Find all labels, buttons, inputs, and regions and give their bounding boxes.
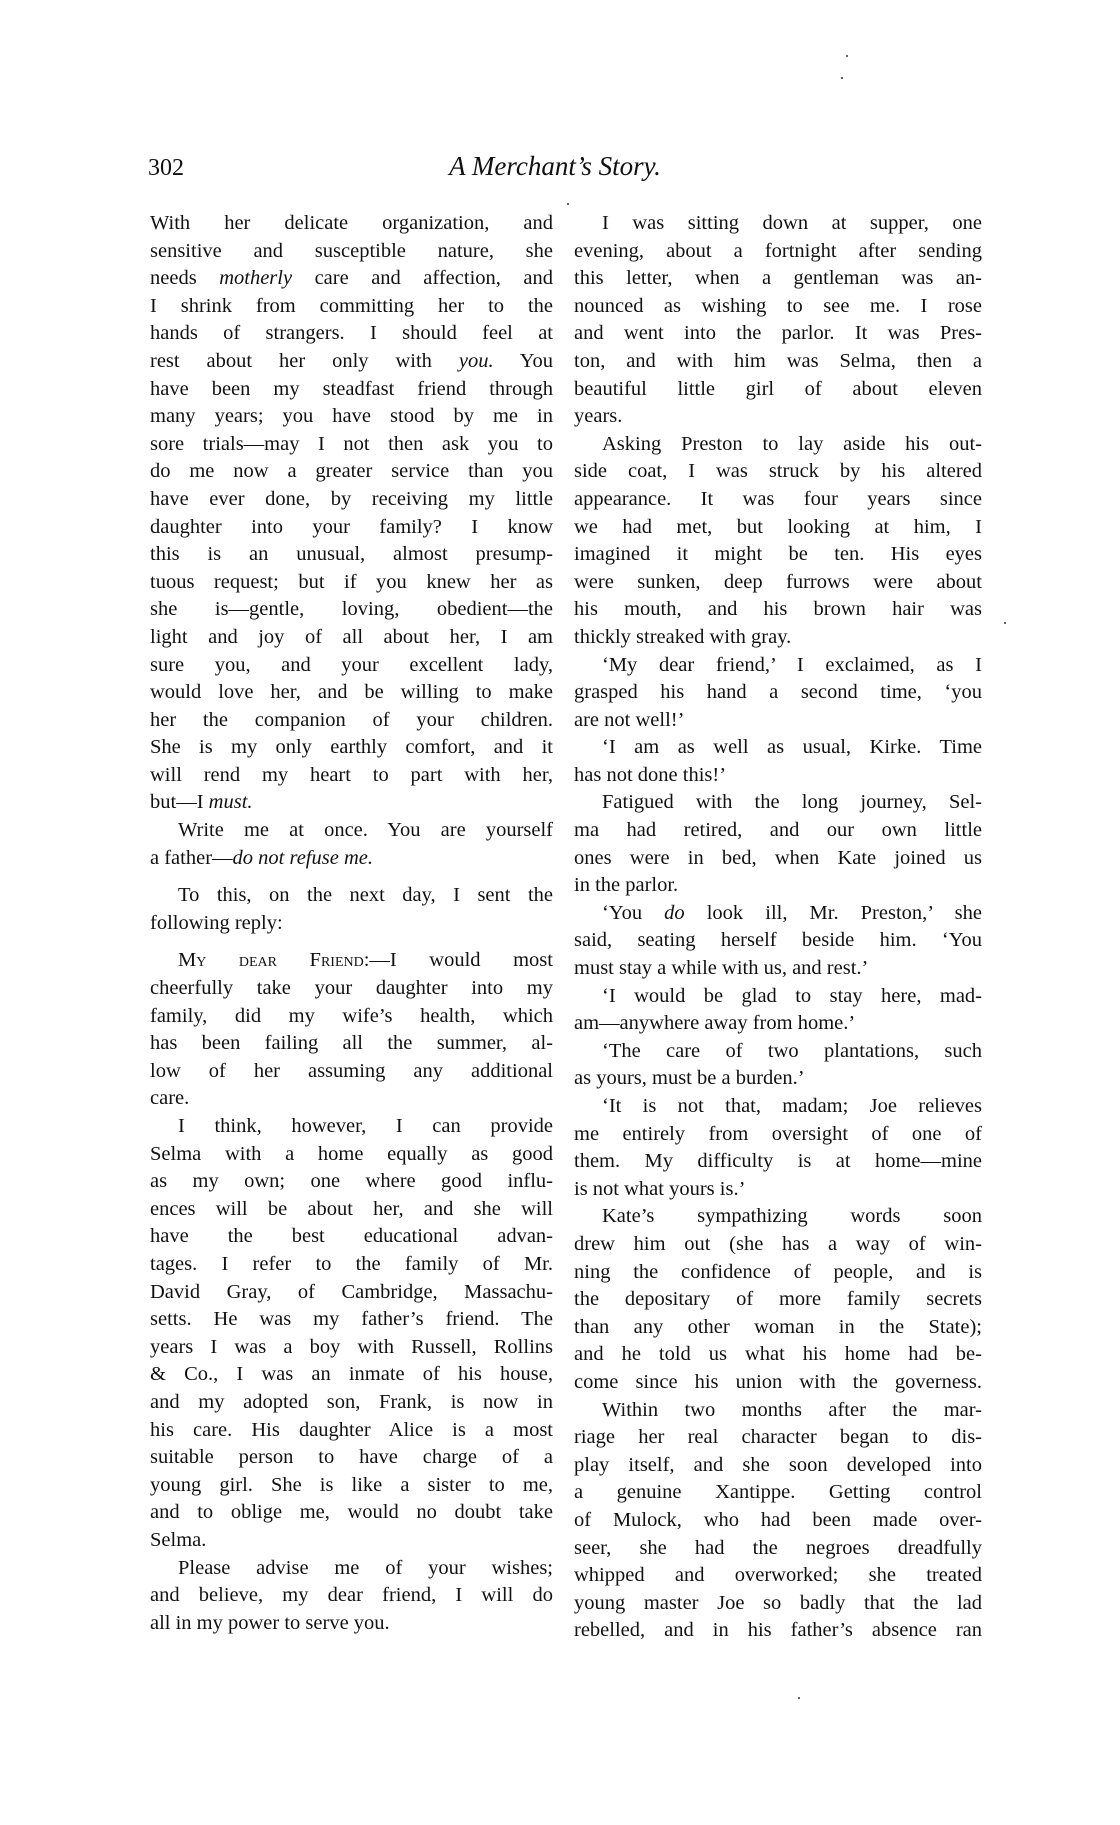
text-line: ‘It is not that, madam; Joe relieves (602, 1095, 982, 1117)
text-line: daughter into your family? I know (150, 515, 553, 538)
text-line: sensitive and susceptible nature, she (150, 239, 553, 262)
text-line: following reply: (150, 911, 283, 934)
text-line: a genuine Xantippe. Getting control (574, 1481, 982, 1504)
text-line (150, 789, 553, 817)
text-line: this is an unusual, almost presump- (150, 543, 553, 566)
text-line: of Mulock, who had been made over- (574, 1508, 982, 1531)
text-line: ‘My dear friend,’ I exclaimed, as I (602, 653, 982, 676)
text-line: riage her real character began to dis- (574, 1426, 982, 1449)
text-line: all in my power to serve you. (150, 1611, 390, 1634)
text-line: To this, on the next day, I sent the (178, 884, 553, 907)
text-line: have been my steadfast friend through (150, 377, 553, 400)
text-line: ‘I am as well as usual, Kirke. Time (602, 736, 982, 759)
text-run: look ill, Mr. Preston,’ she (684, 901, 982, 924)
italic-text: must. (208, 791, 253, 814)
text-line: said, seating herself beside him. ‘You (574, 929, 982, 952)
text-line: ton, and with him was Selma, then a (574, 349, 982, 372)
text-run: care and affection, and (292, 267, 553, 290)
text-line: than any other woman in the State); (574, 1315, 982, 1338)
text-line: evening, about a fortnight after sending (574, 239, 982, 262)
text-line: appearance. It was four years since (574, 487, 982, 510)
text-line: have ever done, by receiving my little (150, 487, 553, 510)
text-line: must stay a while with us, and rest.’ (574, 957, 869, 980)
text-line: has not done this!’ (574, 763, 727, 786)
text-line: young master Joe so badly that the lad (574, 1591, 982, 1614)
text-line: Fatigued with the long journey, Sel- (602, 791, 982, 814)
text-line: I was sitting down at supper, one (602, 212, 982, 234)
text-line: Selma. (150, 1528, 207, 1551)
text-line: setts. He was my father’s friend. The (150, 1308, 553, 1331)
text-line: sore trials—may I not then ask you to (150, 432, 553, 455)
text-line: low of her assuming any additional (150, 1059, 553, 1082)
text-line: beautiful little girl of about eleven (574, 377, 982, 400)
text-run: ‘You (602, 901, 665, 924)
text-line: and believe, my dear friend, I will do (150, 1584, 553, 1607)
text-line: play itself, and she soon developed into (574, 1453, 982, 1476)
text-line: Kate’s sympathizing words soon (602, 1205, 982, 1228)
text-line: have the best educational advan- (150, 1225, 553, 1248)
text-line: years. (574, 405, 623, 428)
text-line: me entirely from oversight of one of (574, 1122, 982, 1145)
text-line: cheerfully take your daughter into my (150, 977, 553, 1000)
text-line: hands of strangers. I should feel at (150, 322, 553, 345)
text-line: are not well!’ (574, 708, 685, 731)
text-line: his mouth, and his brown hair was (574, 598, 982, 621)
text-line: whipped and overworked; she treated (574, 1564, 982, 1587)
print-speck (841, 77, 843, 79)
text-run: :—I would most (363, 949, 553, 972)
text-line: Please advise me of your wishes; (178, 1556, 553, 1579)
print-speck (567, 203, 569, 205)
text-line: we had met, but looking at him, I (574, 515, 982, 538)
right-column (574, 210, 982, 1645)
paragraph-gap (150, 937, 553, 947)
paragraph-gap (150, 872, 553, 882)
text-line: ning the confidence of people, and is (574, 1260, 982, 1283)
text-line: ones were in bed, when Kate joined us (574, 846, 982, 869)
italic-text: you. (458, 349, 494, 372)
text-line: Selma with a home equally as good (150, 1142, 553, 1165)
text-line: her the companion of your children. (150, 708, 553, 731)
text-line (574, 900, 982, 928)
text-run: You (493, 349, 553, 372)
print-speck (1004, 622, 1006, 624)
text-line: as my own; one where good influ- (150, 1170, 553, 1193)
italic-text: do (664, 901, 685, 924)
text-line: is not what yours is.’ (574, 1177, 746, 1200)
text-line: them. My difficulty is at home—mine (574, 1150, 982, 1173)
text-line: do me now a greater service than you (150, 460, 553, 483)
text-line (150, 845, 553, 873)
text-line: seer, she had the negroes dreadfully (574, 1536, 982, 1559)
text-run: but—I (150, 791, 209, 814)
text-line: ‘I would be glad to stay here, mad- (602, 984, 982, 1007)
text-line: light and joy of all about her, I am (150, 625, 553, 648)
print-speck (846, 55, 848, 57)
text-line: I think, however, I can provide (178, 1115, 553, 1137)
text-line: care. (150, 1087, 190, 1110)
text-line: were sunken, deep furrows were about (574, 570, 982, 593)
text-line: nounced as wishing to see me. I rose (574, 294, 982, 317)
text-line: has been failing all the summer, al- (150, 1032, 553, 1055)
text-line: rebelled, and in his father’s absence ran (574, 1619, 982, 1642)
text-line: young girl. She is like a sister to me, (150, 1473, 553, 1496)
text-line: and he told us what his home had be- (574, 1343, 982, 1366)
text-line: this letter, when a gentleman was an- (574, 267, 982, 290)
text-line: ‘The care of two plantations, such (602, 1039, 982, 1062)
text-line: thickly streaked with gray. (574, 625, 792, 648)
text-line: family, did my wife’s health, which (150, 1004, 553, 1027)
text-line: Within two months after the mar- (602, 1398, 982, 1421)
text-line: would love her, and be willing to make (150, 681, 553, 704)
text-line: tuous request; but if you knew her as (150, 570, 553, 593)
text-line: sure you, and your excellent lady, (150, 653, 553, 676)
text-line: imagined it might be ten. His eyes (574, 543, 982, 566)
text-line: his care. His daughter Alice is a most (150, 1418, 553, 1441)
text-line (150, 947, 553, 975)
italic-text: do not refuse me. (232, 846, 373, 869)
text-line: ma had retired, and our own little (574, 819, 982, 842)
small-caps-text: My dear Friend (178, 949, 364, 972)
text-line: the depositary of more family secrets (574, 1288, 982, 1311)
text-line: and to oblige me, would no doubt take (150, 1501, 553, 1524)
text-line: David Gray, of Cambridge, Massachu- (150, 1280, 553, 1303)
text-line: years I was a boy with Russell, Rollins (150, 1335, 553, 1358)
text-line: drew him out (she has a way of win- (574, 1232, 982, 1255)
text-line: am—anywhere away from home.’ (574, 1012, 856, 1035)
text-line: & Co., I was an inmate of his house, (150, 1363, 553, 1386)
running-title: A Merchant’s Story. (449, 151, 661, 181)
left-column (150, 210, 553, 1637)
text-run: a father— (150, 846, 233, 869)
text-line: I shrink from committing her to the (150, 294, 553, 317)
text-line: With her delicate organization, and (150, 212, 553, 234)
text-line: suitable person to have charge of a (150, 1446, 553, 1469)
text-line: Asking Preston to lay aside his out- (602, 432, 982, 455)
text-line: and went into the parlor. It was Pres- (574, 322, 982, 345)
text-run: needs (150, 267, 220, 290)
text-line: She is my only earthly comfort, and it (150, 736, 553, 759)
text-line (150, 348, 553, 376)
text-line: ences will be about her, and she will (150, 1197, 553, 1220)
print-speck (798, 1697, 800, 1699)
text-line: and my adopted son, Frank, is now in (150, 1390, 553, 1413)
text-line: will rend my heart to part with her, (150, 763, 553, 786)
text-line: many years; you have stood by me in (150, 405, 553, 428)
page-number: 302 (148, 155, 184, 181)
text-line: side coat, I was struck by his altered (574, 460, 982, 483)
text-line (150, 265, 553, 293)
text-line: tages. I refer to the family of Mr. (150, 1252, 553, 1275)
italic-text: motherly (219, 267, 293, 290)
text-line: grasped his hand a second time, ‘you (574, 681, 982, 704)
text-run: rest about her only with (150, 349, 459, 372)
text-line: in the parlor. (574, 874, 679, 897)
text-line: Write me at once. You are yourself (178, 819, 553, 842)
text-line: come since his union with the governess. (574, 1370, 982, 1393)
text-line: as yours, must be a burden.’ (574, 1067, 805, 1090)
text-line: she is—gentle, loving, obedient—the (150, 598, 553, 621)
